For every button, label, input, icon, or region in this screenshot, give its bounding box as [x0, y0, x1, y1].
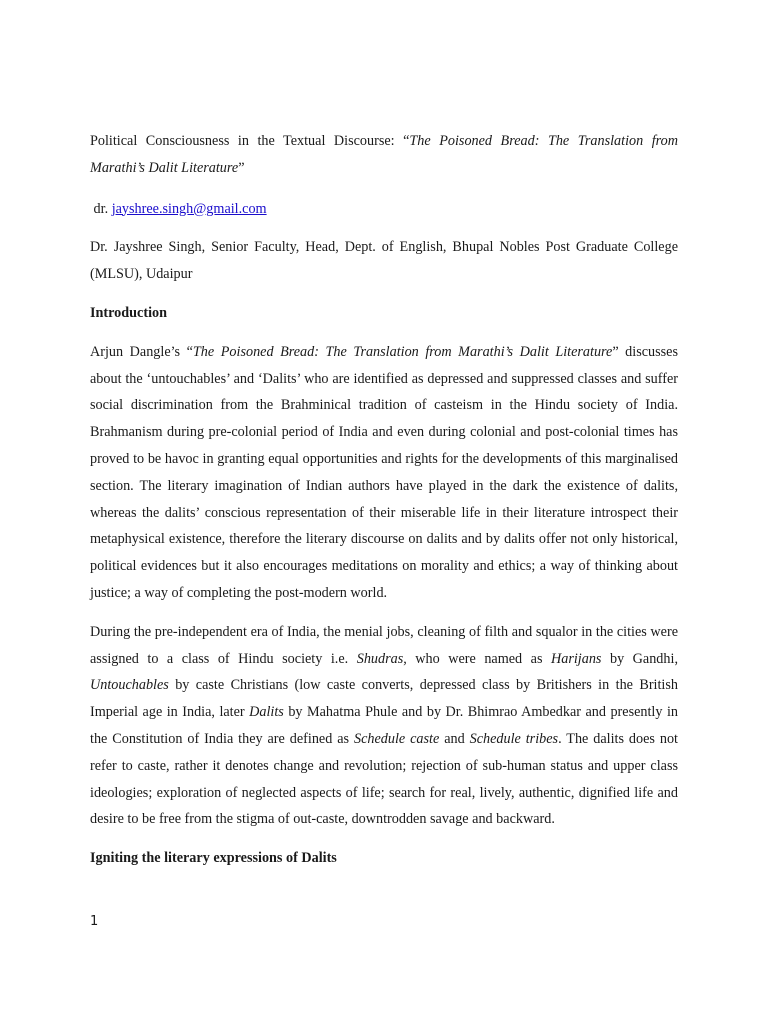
p2-part-f: and	[439, 730, 470, 747]
title-prefix: Political Consciousness in the Textual Discourse: “	[90, 133, 410, 149]
document-title	[90, 128, 678, 182]
p2-part-e: by Mahatma Phule and by Dr. Bhimrao Ambedkar and presently in the Constitution of India they are defined as	[90, 704, 678, 747]
p2-harijans: Harijans	[551, 650, 602, 667]
p2-part-b: , who were named as	[403, 650, 551, 667]
p2-part-c: by Gandhi,	[601, 650, 678, 667]
p1-book-title: The Poisoned Bread: The Translation from Marathi’s Dalit Literature	[192, 343, 613, 360]
p1-part-c: ” discusses about the ‘untouchables’ and ‘Dalits’ who are identified as depressed and suppressed classes and suffer social discrimination from the Brahminical tradition of casteism in the Hindu society of India. Brahmanism during pre-colonial period of India and even during colonial and post-colonial times has proved to be havoc in granting equal opportunities and rights for the developments of this marginalised section. The literary imagination of Indian authors have played in the dark the existence of dalits, whereas the dalits’ conscious representation of their miserable life in their literature introspect their metaphysical existence, therefore the literary discourse on dalits and by dalits offer not only historical, political evidences but it also encourages meditations on morality and ethics; a way of thinking about justice; a way of completing the post-modern world.	[90, 343, 678, 601]
p2-schedule-tribes: Schedule tribes	[469, 730, 559, 747]
introduction-paragraph	[90, 339, 678, 607]
page-number: 1	[90, 914, 99, 929]
author-affiliation: Dr. Jayshree Singh, Senior Faculty, Head, Dept. of English, Bhupal Nobles Post Graduate College (MLSU), Udaipur	[90, 239, 678, 283]
p2-part-a: During the pre-independent era of India, the menial jobs, cleaning of filth and squalor in the cities were assigned to a class of Hindu society i.e.	[90, 623, 678, 667]
p1-part-a: Arjun Dangle’s “	[90, 343, 193, 360]
title-suffix: ”	[238, 159, 245, 176]
p2-schedule-caste: Schedule caste	[353, 730, 440, 747]
p2-part-g: . The dalits does not refer to caste, rather it denotes change and revolution; rejection of sub-human status and upper class ideologies; exploration of neglected aspects of life; search for real, lively, authentic, dignified life and desire to be free from the stigma of out-caste, downtrodden savage and backward.	[90, 730, 678, 828]
author-prefix: dr.	[93, 200, 112, 217]
author-email-line	[90, 196, 678, 223]
p2-part-d: by caste Christians (low caste converts, depressed class by Britishers in the British Imperial age in India, later	[90, 677, 678, 721]
introduction-heading: Introduction	[90, 304, 167, 321]
pre-independence-paragraph	[90, 619, 678, 833]
document-page	[90, 128, 678, 884]
p2-shudras: Shudras	[356, 650, 404, 667]
igniting-heading: Igniting the literary expressions of Dalits	[90, 850, 337, 867]
p2-untouchables: Untouchables	[90, 677, 169, 694]
title-italic: The Poisoned Bread: The Translation from Marathi’s Dalit Literature	[90, 133, 678, 176]
p2-dalits: Dalits	[249, 704, 284, 721]
author-email-link[interactable]: jayshree.singh@gmail.com	[111, 200, 267, 217]
